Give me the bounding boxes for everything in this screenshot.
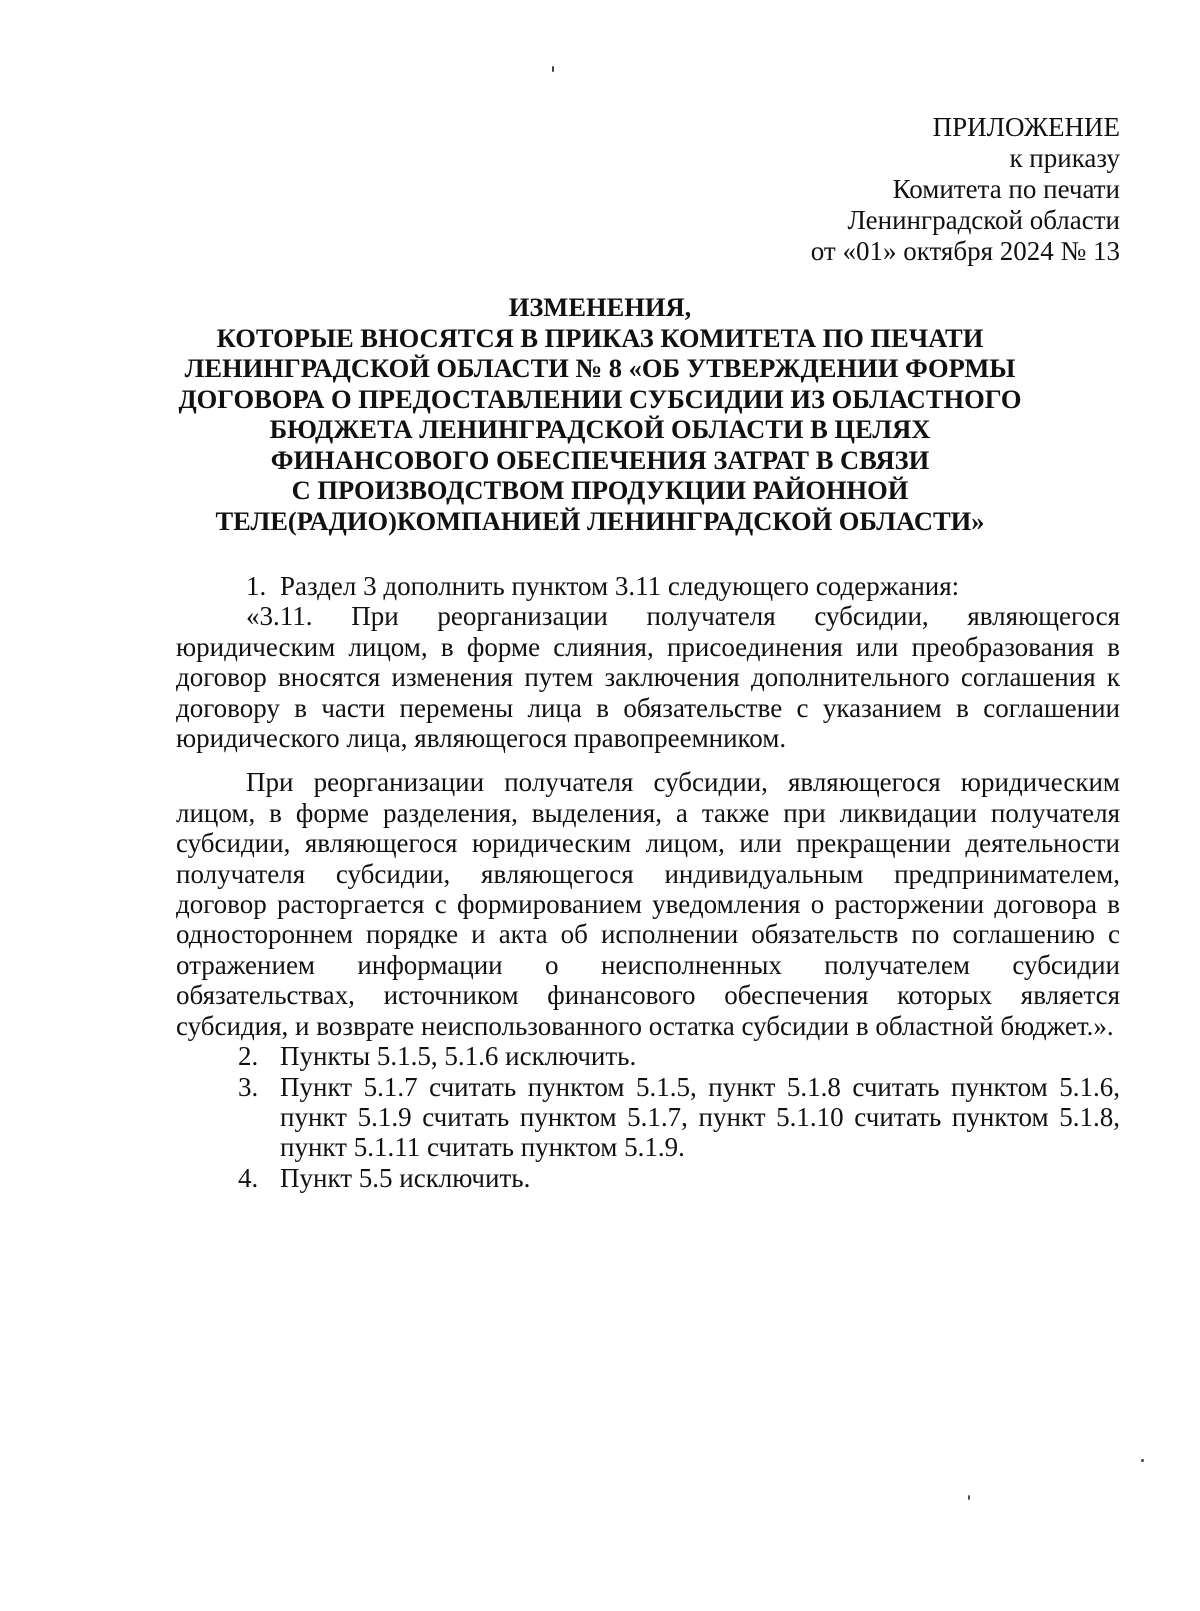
- scan-speck: [968, 1495, 970, 1500]
- list-item: [176, 1163, 1120, 1193]
- list-item-text: Пункты 5.1.5, 5.1.6 исключить.: [280, 1041, 637, 1072]
- list-item-text: Пункт 5.5 исключить.: [280, 1162, 531, 1193]
- list-item-number: 3.: [238, 1071, 259, 1102]
- scan-speck: [552, 66, 554, 72]
- title-line: ЛЕНИНГРАДСКОЙ ОБЛАСТИ № 8 «ОБ УТВЕРЖДЕНИИ ФОРМЫ: [184, 353, 1016, 383]
- list-item-text: Пункт 5.1.7 считать пунктом 5.1.5, пункт 5.1.8 считать пунктом 5.1.6, пункт 5.1.9 считать пунктом 5.1.7, пункт 5.1.10 считать пунктом 5.1.8, пункт 5.1.11 считать пунктом 5.1.9.: [280, 1071, 1120, 1163]
- list-item-number: 2.: [238, 1041, 259, 1072]
- annex-line-order: к приказу: [1009, 143, 1120, 173]
- list-item: [176, 1041, 1120, 1071]
- title-line: С ПРОИЗВОДСТВОМ ПРОДУКЦИИ РАЙОННОЙ: [291, 475, 909, 505]
- title-line: КОТОРЫЕ ВНОСЯТСЯ В ПРИКАЗ КОМИТЕТА ПО ПЕЧАТИ: [216, 322, 984, 353]
- annex-line-date-number: от «01» октября 2024 № 13: [810, 236, 1120, 266]
- annex-title: ПРИЛОЖЕНИЕ: [932, 112, 1120, 142]
- title-line: ТЕЛЕ(РАДИО)КОМПАНИЕЙ ЛЕНИНГРАДСКОЙ ОБЛАСТИ»: [215, 505, 985, 536]
- list-item-number: 4.: [238, 1162, 259, 1193]
- document-body: [176, 571, 1120, 1193]
- list-item: [176, 571, 1120, 601]
- quoted-paragraph: При реорганизации получателя субсидии, являющегося юридическим лицом, в форме разделения, выделения, а также при ликвидации получателя субсидии, являющегося юридическим лицом, или прекращении деятельности получателя субсидии, являющегося индивидуальным предпринимателем, договор расторгается с формированием уведомления о расторжении договора в одностороннем порядке и акта об исполнении обязательств по соглашению с отражением информации о неисполненных получателем субсидии обязательствах, источником финансового обеспечения которых является субсидия, и возврате неиспользованного остатка субсидии в областной бюджет.».: [176, 767, 1120, 1041]
- list-item: [176, 1072, 1120, 1163]
- document-title: [150, 292, 1050, 536]
- title-line: ФИНАНСОВОГО ОБЕСПЕЧЕНИЯ ЗАТРАТ В СВЯЗИ: [270, 444, 930, 475]
- annex-line-region: Ленинградской области: [847, 205, 1120, 235]
- title-line: ДОГОВОРА О ПРЕДОСТАВЛЕНИИ СУБСИДИИ ИЗ ОБЛАСТНОГО: [178, 383, 1022, 414]
- list-item-number: 1.: [246, 571, 267, 601]
- annex-line-committee: Комитета по печати: [892, 174, 1120, 204]
- title-line: БЮДЖЕТА ЛЕНИНГРАДСКОЙ ОБЛАСТИ В ЦЕЛЯХ: [269, 414, 931, 444]
- title-line: ИЗМЕНЕНИЯ,: [508, 292, 692, 322]
- annex-header: [811, 112, 1120, 267]
- list-item-text: Раздел 3 дополнить пунктом 3.11 следующего содержания:: [280, 571, 960, 601]
- scan-speck: [1141, 1459, 1144, 1462]
- quoted-paragraph: «3.11. При реорганизации получателя субсидии, являющегося юридическим лицом, в форме слияния, присоединения или преобразования в договор вносятся изменения путем заключения дополнительного соглашения к договору в части перемены лица в обязательстве с указанием в соглашении юридического лица, являющегося правопреемником.: [176, 601, 1120, 754]
